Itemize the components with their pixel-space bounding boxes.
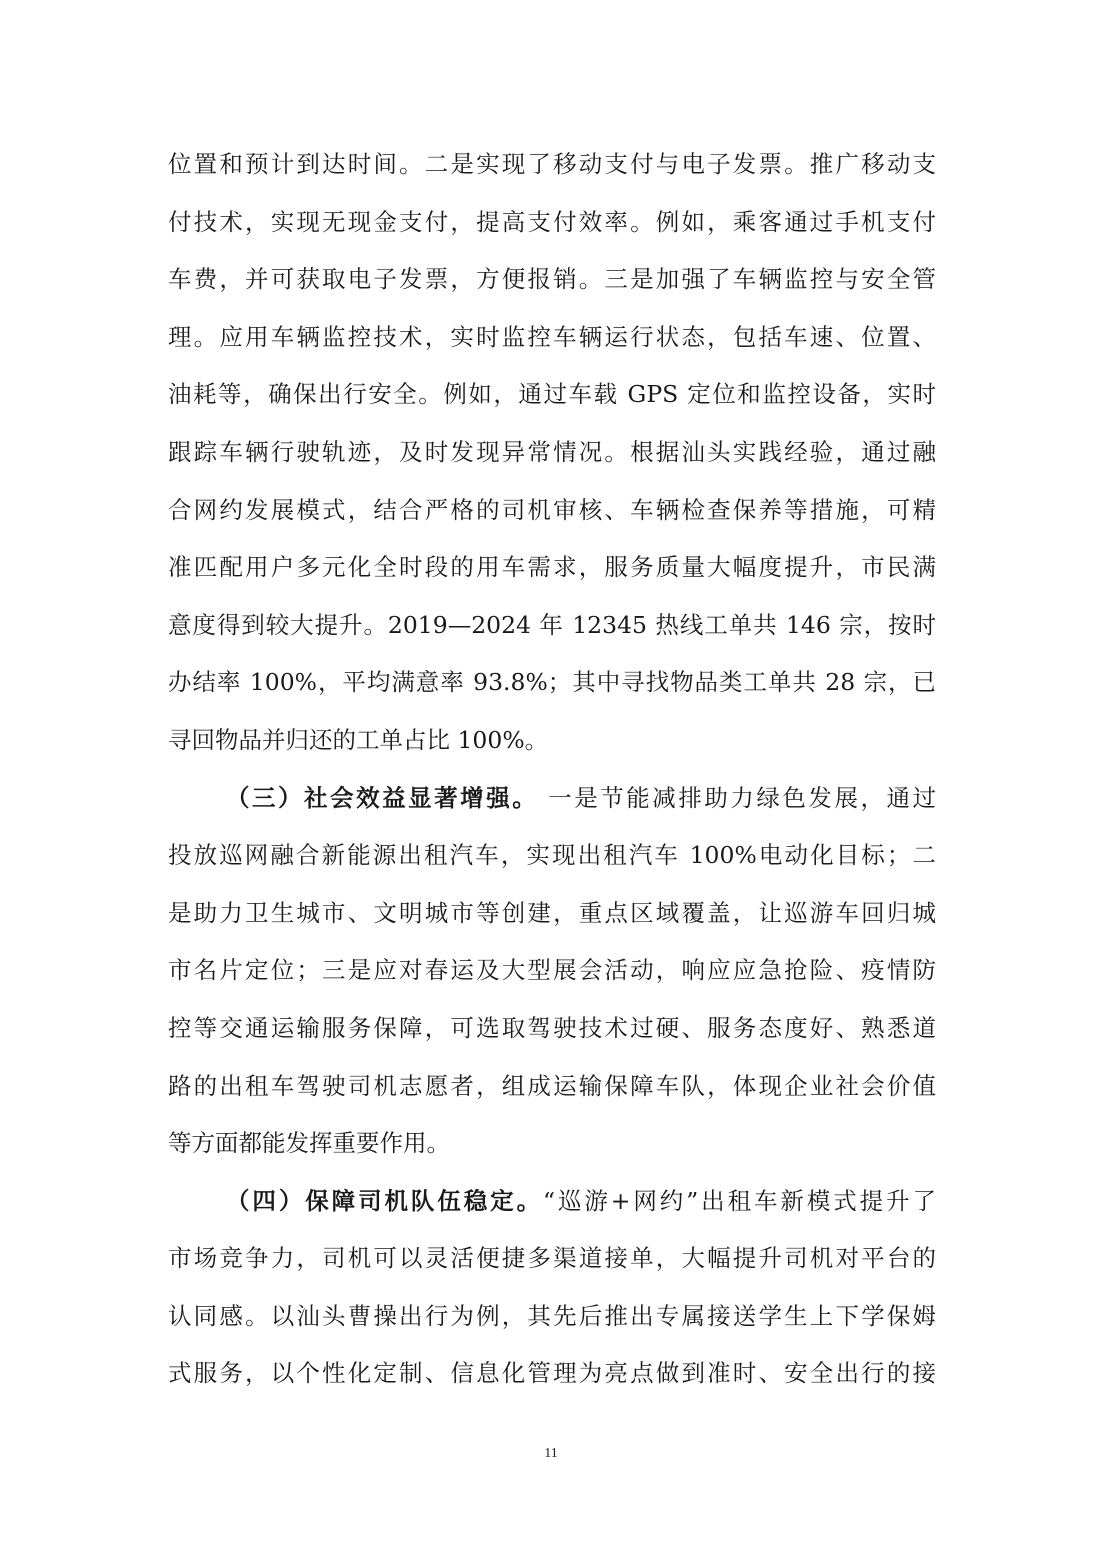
section-social-benefits: [168, 770, 936, 1173]
document-body: [168, 136, 936, 1403]
section-first-line: [168, 770, 936, 828]
text-line: 寻回物品并归还的工单占比 100%。: [168, 725, 549, 754]
text-line: 位置和预计到达时间。二是实现了移动支付与电子发票。推广移动支: [168, 150, 936, 178]
section-heading: （三）社会效益显著增强。: [226, 783, 539, 812]
text-line: 理。应用车辆监控技术，实时监控车辆运行状态，包括车速、位置、: [168, 322, 936, 351]
section-driver-stability: [168, 1173, 936, 1403]
section-lead-text: “巡游+网约”出租车新模式提升了: [543, 1186, 936, 1215]
text-line: 投放巡网融合新能源出租汽车，实现出租汽车 100%电动化目标；二: [168, 841, 936, 870]
text-line: 意度得到较大提升。2019—2024 年 12345 热线工单共 146 宗，按时: [168, 610, 936, 639]
text-line: 油耗等，确保出行安全。例如，通过车载 GPS 定位和监控设备，实时: [168, 380, 936, 409]
text-line: 等方面都能发挥重要作用。: [168, 1129, 450, 1158]
text-line: 办结率 100%，平均满意率 93.8%；其中寻找物品类工单共 28 宗，已: [168, 668, 936, 697]
text-line: 是助力卫生城市、文明城市等创建，重点区域覆盖，让巡游车回归城: [168, 898, 936, 927]
section-heading: （四）保障司机队伍稳定。: [226, 1186, 544, 1215]
text-line: 跟踪车辆行驶轨迹，及时发现异常情况。根据汕头实践经验，通过融: [168, 437, 936, 466]
text-line: 市场竞争力，司机可以灵活便捷多渠道接单，大幅提升司机对平台的: [168, 1244, 936, 1273]
section-first-line: [168, 1173, 936, 1231]
text-line: 合网约发展模式，结合严格的司机审核、车辆检查保养等措施，可精: [168, 495, 936, 524]
page-number: 11: [544, 1446, 558, 1461]
text-line: 车费，并可获取电子发票，方便报销。三是加强了车辆监控与安全管: [168, 265, 936, 294]
text-line: 付技术，实现无现金支付，提高支付效率。例如，乘客通过手机支付: [168, 207, 936, 236]
text-line: 式服务，以个性化定制、信息化管理为亮点做到准时、安全出行的接: [168, 1359, 936, 1388]
text-line: 路的出租车驾驶司机志愿者，组成运输保障车队，体现企业社会价值: [168, 1071, 936, 1100]
text-line: 准匹配用户多元化全时段的用车需求，服务质量大幅度提升，市民满: [168, 553, 936, 582]
text-line: 市名片定位；三是应对春运及大型展会活动，响应应急抢险、疫情防: [168, 956, 936, 985]
paragraph-continuation: [168, 136, 936, 770]
text-line: 认同感。以汕头曹操出行为例，其先后推出专属接送学生上下学保姆: [168, 1301, 936, 1330]
text-line: 控等交通运输服务保障，可选取驾驶技术过硬、服务态度好、熟悉道: [168, 1013, 936, 1042]
section-lead-text: 一是节能减排助力绿色发展，通过: [548, 783, 936, 812]
